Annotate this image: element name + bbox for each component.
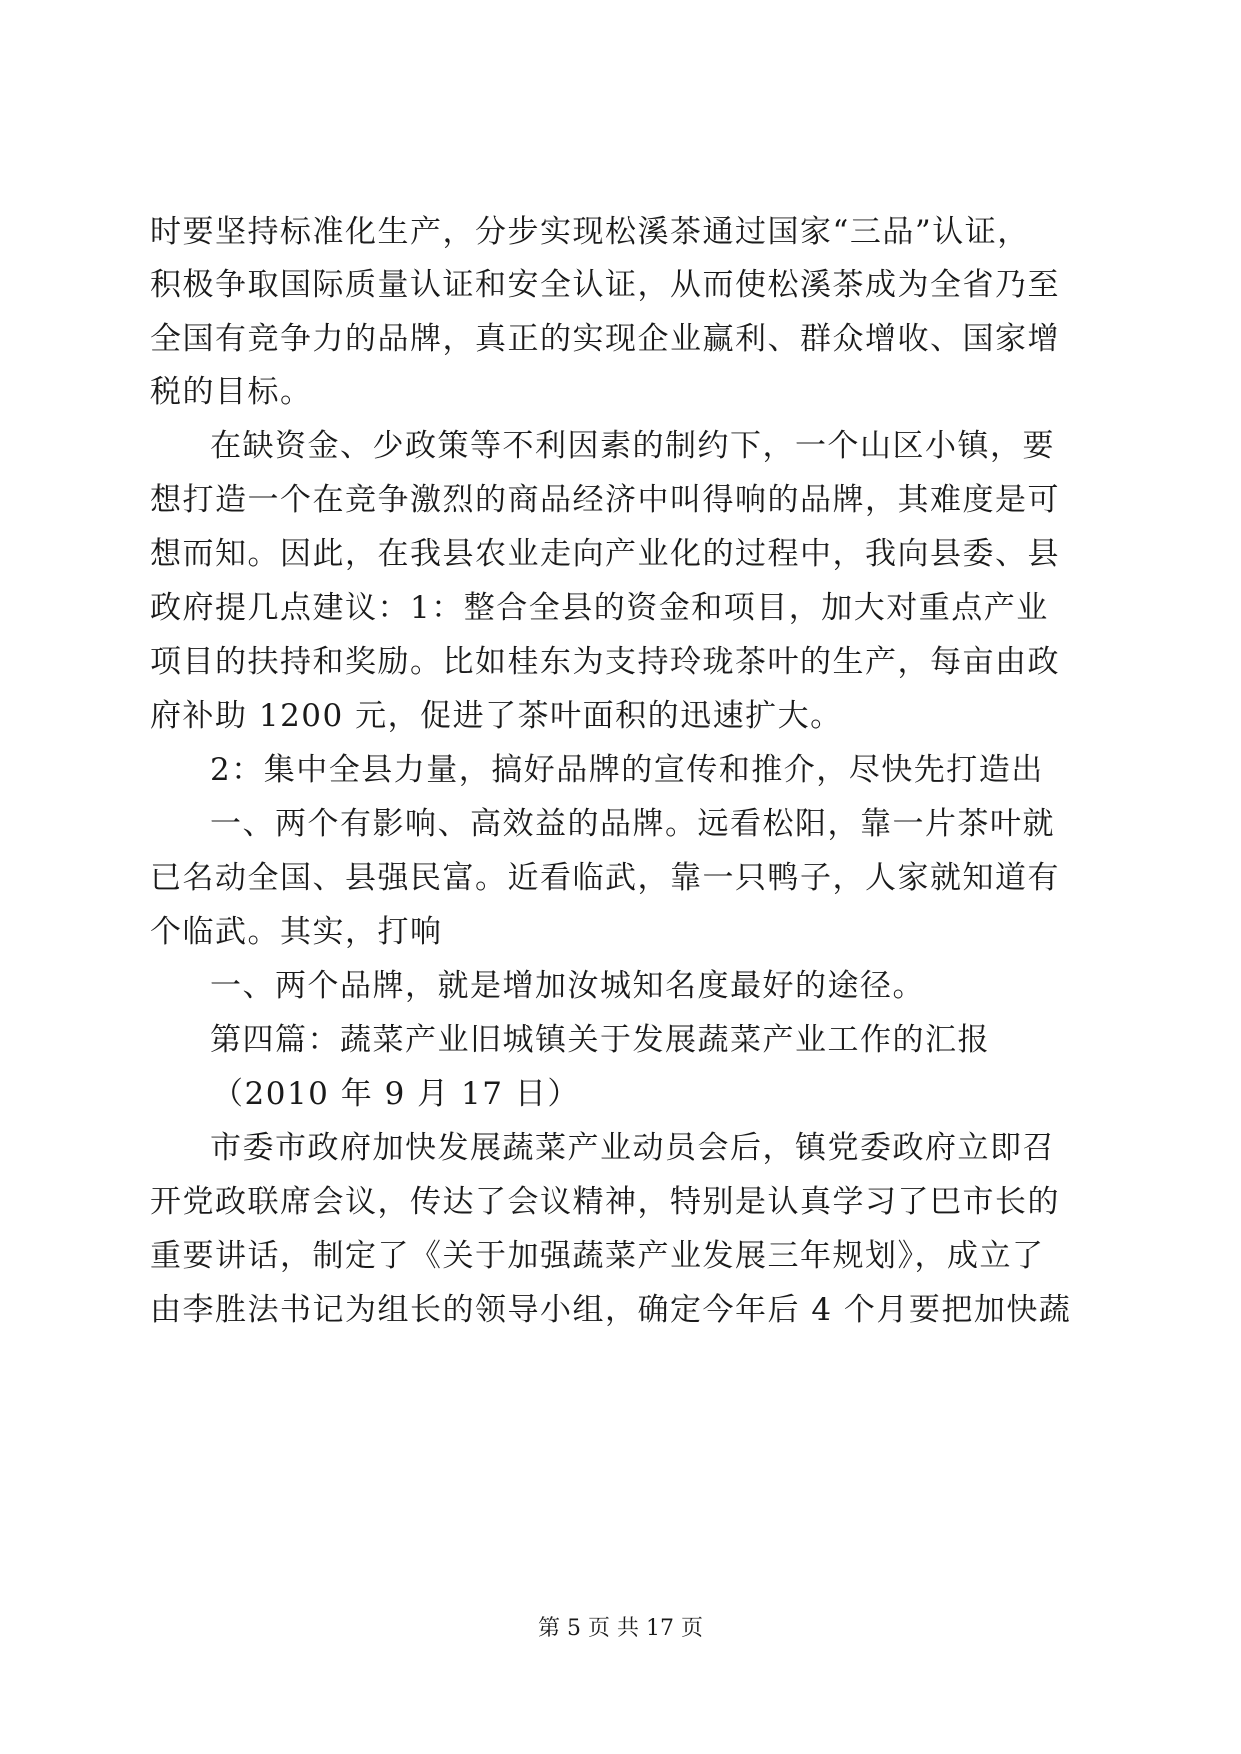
text-line: 个临武。其实，打响	[150, 914, 443, 950]
text-line: 一、两个品牌，就是增加汝城知名度最好的途径。	[210, 968, 925, 1004]
text-line: 在缺资金、少政策等不利因素的制约下，一个山区小镇，要	[210, 428, 1055, 464]
section-date: （2010 年 9 月 17 日）	[212, 1076, 580, 1112]
text-line: 重要讲话，制定了《关于加强蔬菜产业发展三年规划》，成立了	[150, 1238, 1045, 1274]
page-number-footer: 第 5 页 共 17 页	[538, 1616, 703, 1641]
text-line: 想而知。因此，在我县农业走向产业化的过程中，我向县委、县	[150, 536, 1060, 572]
text-line: 全国有竞争力的品牌，真正的实现企业赢利、群众增收、国家增	[150, 321, 1060, 357]
text-line: 由李胜法书记为组长的领导小组，确定今年后 4 个月要把加快蔬	[150, 1292, 1072, 1328]
text-line: 市委市政府加快发展蔬菜产业动员会后，镇党委政府立即召	[210, 1130, 1055, 1166]
text-line: 项目的扶持和奖励。比如桂东为支持玲珑茶叶的生产，每亩由政	[150, 644, 1060, 680]
text-line: 府补助 1200 元，促进了茶叶面积的迅速扩大。	[150, 698, 843, 734]
text-line: 开党政联席会议，传达了会议精神，特别是认真学习了巴市长的	[150, 1184, 1060, 1220]
section-heading: 第四篇：蔬菜产业旧城镇关于发展蔬菜产业工作的汇报	[210, 1022, 990, 1058]
text-line: 时要坚持标准化生产，分步实现松溪茶通过国家“三品”认证，	[150, 214, 1030, 250]
text-line: 积极争取国际质量认证和安全认证，从而使松溪茶成为全省乃至	[150, 267, 1060, 303]
text-line: 税的目标。	[150, 374, 313, 410]
text-line: 政府提几点建议：1：整合全县的资金和项目，加大对重点产业	[150, 590, 1049, 626]
text-line: 2：集中全县力量，搞好品牌的宣传和推介，尽快先打造出	[210, 752, 1044, 788]
text-line: 想打造一个在竞争激烈的商品经济中叫得响的品牌，其难度是可	[150, 482, 1060, 518]
text-line: 一、两个有影响、高效益的品牌。远看松阳，靠一片茶叶就	[210, 806, 1055, 842]
text-line: 已名动全国、县强民富。近看临武，靠一只鸭子，人家就知道有	[150, 860, 1060, 896]
